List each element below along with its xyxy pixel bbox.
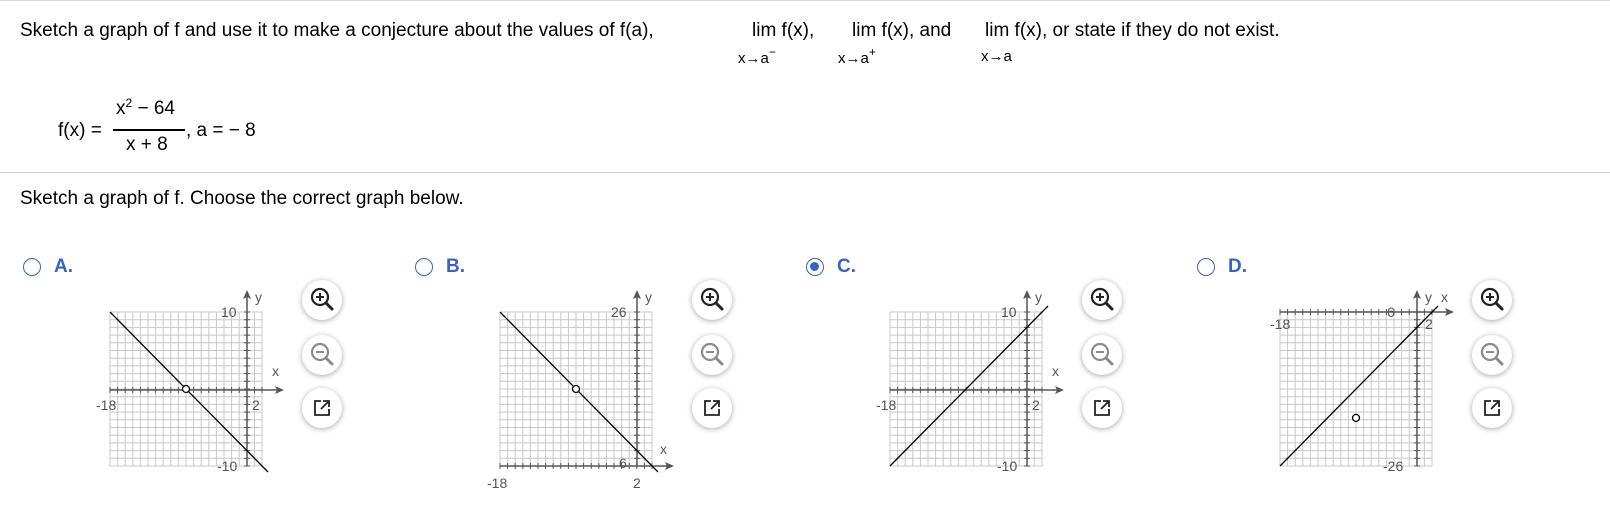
option-b-radio[interactable]	[415, 258, 433, 276]
zoom-out-button-c[interactable]	[1082, 335, 1122, 375]
open-circle-hole	[1353, 414, 1360, 421]
x-max-label: 2	[633, 475, 641, 491]
graph-option-a	[95, 282, 315, 482]
y-axis-label: y	[645, 289, 652, 305]
option-a[interactable]	[23, 256, 73, 278]
option-c[interactable]	[806, 256, 856, 278]
open-external-button-d[interactable]	[1472, 388, 1512, 428]
function-line	[110, 312, 268, 472]
limit-right-subscript: x→a+	[838, 45, 876, 67]
fraction-numerator: $x^2 - 64$	[116, 96, 175, 119]
zoom-in-button-c[interactable]	[1082, 280, 1122, 320]
x-min-label: -18	[96, 397, 117, 413]
x-axis-label: x	[1441, 289, 1448, 305]
option-a-label: A.	[54, 256, 73, 277]
graph-option-d	[1265, 282, 1485, 482]
fraction-denominator: x + 8	[126, 134, 168, 155]
limit-right: lim f(x), and	[852, 20, 952, 41]
option-a-radio[interactable]	[23, 258, 41, 276]
zoom-in-button-d[interactable]	[1472, 280, 1512, 320]
zoom-out-button-d[interactable]	[1472, 335, 1512, 375]
y-top-label: 26	[611, 304, 627, 320]
option-d[interactable]	[1197, 256, 1247, 278]
y-axis-label: y	[1425, 289, 1432, 305]
x-min-label: -18	[876, 397, 897, 413]
limit-left: lim f(x),	[752, 20, 815, 41]
y-axis-label: y	[1035, 289, 1042, 305]
top-divider	[0, 0, 1610, 1]
y-top-label: 10	[1001, 304, 1017, 320]
function-line	[500, 312, 658, 472]
x-max-label: 2	[1425, 316, 1433, 332]
x-axis-label: x	[1052, 363, 1059, 379]
y-bottom-label: -10	[217, 458, 238, 474]
limit-two-sided-subscript: x→a	[981, 48, 1012, 65]
graph-option-b	[485, 282, 705, 497]
function-parameter: , a = − 8	[186, 120, 256, 141]
open-external-button-b[interactable]	[692, 388, 732, 428]
limit-two-sided: lim f(x), or state if they do not exist.	[985, 20, 1280, 41]
option-c-label: C.	[837, 256, 856, 277]
zoom-in-button-a[interactable]	[302, 280, 342, 320]
x-min-label: -18	[487, 475, 508, 491]
option-b-label: B.	[446, 256, 465, 277]
function-line	[890, 306, 1048, 466]
x-max-label: 2	[252, 397, 260, 413]
x-max-label: 2	[1032, 397, 1040, 413]
y-bottom-label: -10	[997, 458, 1018, 474]
x-axis-label: x	[660, 441, 667, 457]
graph-option-c	[875, 282, 1095, 482]
option-d-radio[interactable]	[1197, 258, 1215, 276]
open-circle-hole	[183, 386, 190, 393]
function-line	[1280, 306, 1438, 466]
zoom-in-button-b[interactable]	[692, 280, 732, 320]
y-top-label: 10	[221, 304, 237, 320]
y-bottom-label: 6	[619, 455, 627, 471]
option-c-radio[interactable]	[806, 258, 824, 276]
x-min-label: -18	[1270, 316, 1291, 332]
open-external-button-a[interactable]	[302, 388, 342, 428]
y-bottom-label: -26	[1383, 458, 1404, 474]
fraction-bar	[113, 129, 185, 131]
y-top-label: 6	[1387, 304, 1395, 320]
zoom-out-button-b[interactable]	[692, 335, 732, 375]
section-divider	[0, 172, 1610, 173]
zoom-out-button-a[interactable]	[302, 335, 342, 375]
instruction-text: Sketch a graph of f. Choose the correct graph below.	[20, 188, 464, 209]
open-external-button-c[interactable]	[1082, 388, 1122, 428]
option-d-label: D.	[1228, 256, 1247, 277]
open-circle-hole	[573, 386, 580, 393]
x-axis-label: x	[272, 363, 279, 379]
y-axis-label: y	[255, 289, 262, 305]
option-b[interactable]	[415, 256, 465, 278]
question-prefix: Sketch a graph of f and use it to make a conjecture about the values of f(a),	[20, 20, 654, 41]
function-lhs: f(x) =	[58, 120, 102, 141]
limit-left-subscript: x→a−	[738, 45, 776, 67]
